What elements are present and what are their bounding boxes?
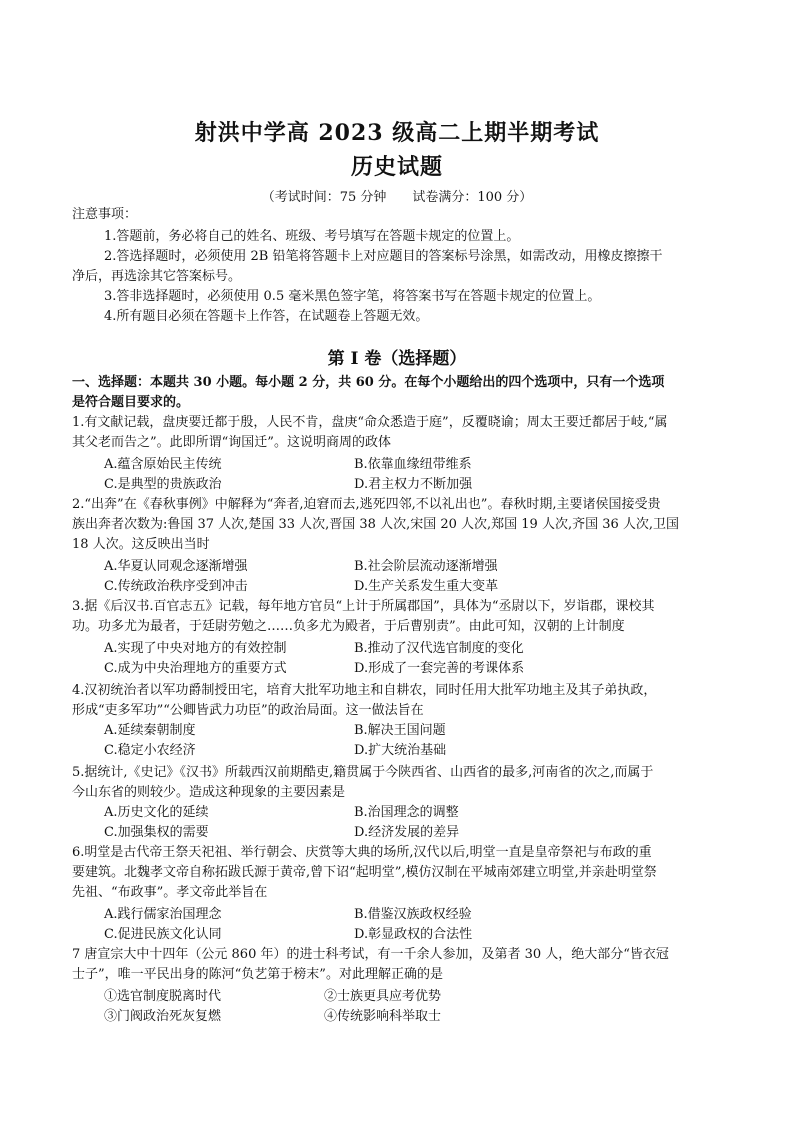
option-d: D.彰显政权的合法性	[354, 927, 473, 942]
question-stem: 功。功多尤为最者，于廷尉劳勉之……负多尤为殿者，于后曹别责”。由此可知，汉朝的上计制度	[72, 619, 625, 634]
option-c: C.加强集权的需要	[104, 825, 209, 840]
option-c: C.是典型的贵族政治	[104, 477, 222, 492]
question-stem: 形成“吏多军功”“公卿皆武力功臣”的政治局面。这一做法旨在	[72, 703, 424, 718]
question-stem: 4.汉初统治者以军功爵制授田宅，培育大批军功地主和自耕农，同时任用大批军功地主及其子弟执政，	[72, 683, 657, 698]
option-a: A.华夏认同观念逐渐增强	[104, 559, 248, 574]
option-a: A.历史文化的延续	[104, 805, 209, 820]
exam-subtitle: 历史试题	[350, 154, 443, 180]
note-item: 3.答非选择题时，必须使用 0.5 毫米黑色签字笔，将答案书写在答题卡规定的位置上。	[104, 289, 601, 304]
option-d: D.君主权力不断加强	[354, 477, 473, 492]
option-d: D.经济发展的差异	[354, 825, 460, 840]
option-b: B.解决王国问题	[354, 723, 446, 738]
statement-1: ①选官制度脱离时代	[104, 989, 222, 1004]
note-item: 1.答题前，务必将自己的姓名、班级、考号填写在答题卡规定的位置上。	[104, 229, 520, 244]
statement-4: ④传统影响科举取士	[324, 1009, 442, 1024]
question-stem: 7 唐宣宗大中十四年（公元 860 年）的进士科考试，有一千余人参加，及第者 30 人，绝大部分“皆衣冠	[72, 947, 669, 962]
option-c: C.稳定小农经济	[104, 743, 196, 758]
option-d: D.生产关系发生重大变革	[354, 579, 499, 594]
question-stem: 其父老而告之”。此即所谓“询国迁”。这说明商周的政体	[72, 435, 391, 450]
statement-3: ③门阀政治死灰复燃	[104, 1009, 222, 1024]
option-a: A.践行儒家治国理念	[104, 907, 222, 922]
question-stem: 士子”，唯一平民出身的陈河“负艺第于榜末”。对此理解正确的是	[72, 967, 443, 982]
note-item: 净后，再选涂其它答案标号。	[72, 269, 242, 284]
question-stem: 1.有文献记载，盘庚要迁都于殷，人民不肯，盘庚“命众悉造于庭”，反覆晓谕；周太王要迁都居于岐,“属	[72, 415, 668, 430]
option-b: B.治国理念的调整	[354, 805, 459, 820]
question-stem: 5.据统计,《史记》《汉书》所载西汉前期酷吏,籍贯属于今陕西省、山西省的最多,河南省的次之,而属于	[72, 765, 654, 780]
question-stem: 要建筑。北魏孝文帝自称拓跋氏源于黄帝,曾下诏“起明堂”,模仿汉制在平城南郊建立明堂,并亲赴明堂祭	[72, 865, 657, 880]
option-c: C.传统政治秩序受到冲击	[104, 579, 248, 594]
question-stem: 6.明堂是古代帝王祭天祀祖、举行朝会、庆赏等大典的场所,汉代以后,明堂一直是皇帝祭祀与布政的重	[72, 845, 652, 860]
option-c: C.促进民族文化认同	[104, 927, 222, 942]
section-instructions: 是符合题目要求的。	[72, 395, 190, 410]
question-stem: 2.“出奔”在《春秋事例》中解释为“奔者,迫窘而去,逃死四邻,不以礼出也”。春秋时期,主要诸侯国接受贵	[72, 497, 661, 512]
option-d: D.形成了一套完善的考课体系	[354, 661, 525, 676]
option-d: D.扩大统治基础	[354, 743, 447, 758]
option-a: A.延续秦朝制度	[104, 723, 196, 738]
option-b: B.推动了汉代选官制度的变化	[354, 641, 524, 656]
question-stem: 今山东省的则较少。造成这种现象的主要因素是	[72, 785, 346, 800]
option-a: A.蕴含原始民主传统	[104, 457, 222, 472]
question-stem: 族出奔者次数为:鲁国 37 人次,楚国 33 人次,晋国 38 人次,宋国 20 人次,郑国 19 人次,齐国 36 人次,卫国	[72, 517, 680, 532]
section-instructions: 一、选择题：本题共 30 小题。每小题 2 分，共 60 分。在每个小题给出的四个选项中，只有一个选项	[72, 375, 665, 390]
option-b: B.借鉴汉族政权经验	[354, 907, 472, 922]
exam-title: 射洪中学高 2023 级高二上期半期考试	[194, 120, 600, 146]
note-item: 4.所有题目必须在答题卡上作答，在试题卷上答题无效。	[104, 309, 429, 324]
section-title: 第 I 卷（选择题）	[327, 349, 467, 369]
question-stem: 18 人次。这反映出当时	[72, 537, 210, 552]
note-item: 2.答选择题时，必须使用 2B 铅笔将答题卡上对应题目的答案标号涂黑，如需改动，用橡皮擦擦干	[104, 249, 663, 264]
option-b: B.社会阶层流动逐渐增强	[354, 559, 498, 574]
notes-heading: 注意事项：	[72, 207, 138, 222]
question-stem: 先祖、“布政事”。孝文帝此举旨在	[72, 885, 268, 900]
option-b: B.依靠血缘纽带维系	[354, 457, 472, 472]
option-c: C.成为中央治理地方的重要方式	[104, 661, 287, 676]
question-stem: 3.据《后汉书.百官志五》记载，每年地方官员“上计于所属郡国”，具体为“丞尉以下，岁诣郡，课校其	[72, 599, 655, 614]
exam-meta: （考试时间：75 分钟 试卷满分：100 分）	[261, 190, 533, 205]
statement-2: ②士族更具应考优势	[324, 989, 442, 1004]
option-a: A.实现了中央对地方的有效控制	[104, 641, 287, 656]
